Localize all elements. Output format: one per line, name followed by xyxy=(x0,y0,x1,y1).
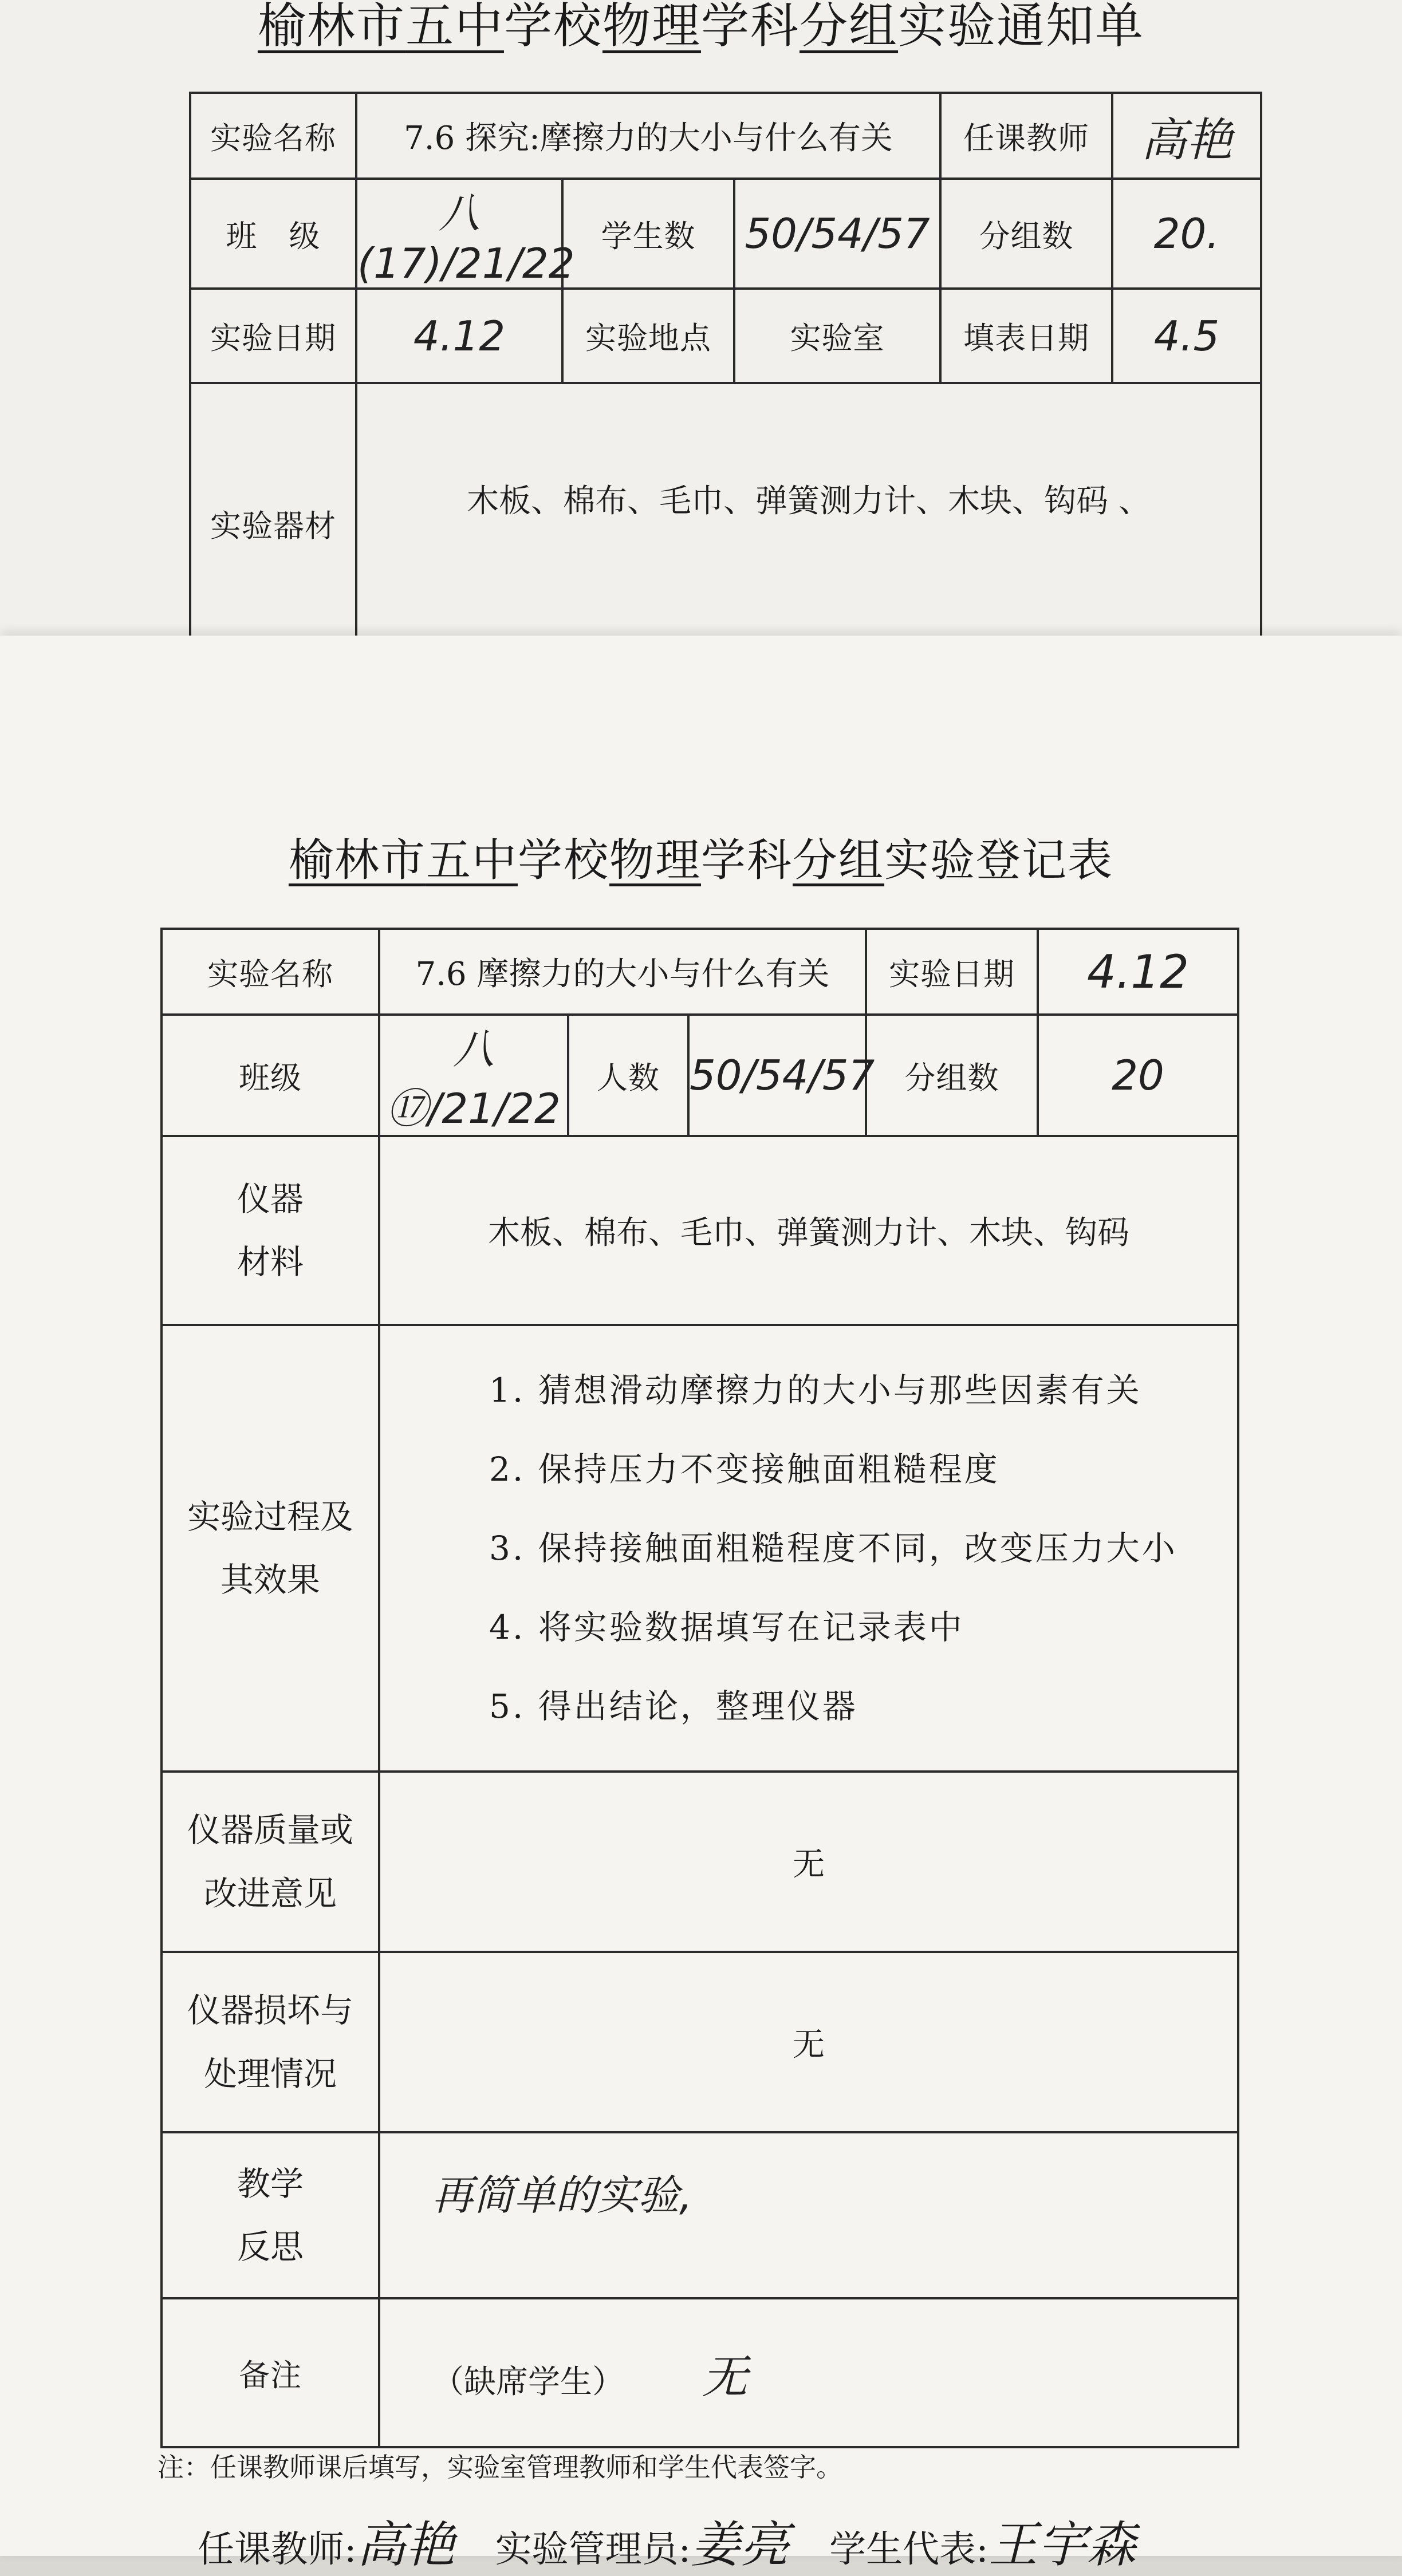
process-step: 1. 猜想滑动摩擦力的大小与那些因素有关 xyxy=(489,1371,1142,1410)
title-city: 榆林市 xyxy=(288,835,426,886)
signature-line xyxy=(198,2505,1136,2576)
notice-row-class xyxy=(190,179,1261,289)
quality-value: 无 xyxy=(379,1772,1238,1952)
notice-row-name xyxy=(190,93,1261,179)
groups-label: 分组数 xyxy=(866,1015,1038,1136)
notice-sheet xyxy=(0,0,1402,641)
date-label: 实验日期 xyxy=(190,289,356,383)
title-subject: 物理 xyxy=(609,835,701,886)
process-steps xyxy=(379,1325,1238,1772)
process-step: 5. 得出结论，整理仪器 xyxy=(489,1687,858,1726)
experiment-name-value: 7.6 摩擦力的大小与什么有关 xyxy=(379,929,866,1015)
date-label: 实验日期 xyxy=(866,929,1038,1015)
teacher-signature: 高艳 xyxy=(356,2516,455,2574)
materials-label-line1: 仪器 xyxy=(237,1179,304,1218)
process-step: 3. 保持接触面粗糙程度不同，改变压力大小 xyxy=(489,1529,1177,1568)
groups-label: 分组数 xyxy=(940,179,1112,289)
admin-signature: 姜亮 xyxy=(691,2516,790,2574)
absent-students-label: （缺席学生） xyxy=(432,2363,624,2401)
class-value: 八⑰/21/22 xyxy=(379,1015,568,1136)
materials-value: 木板、棉布、毛巾、弹簧测力计、木块、钩码 xyxy=(379,1136,1238,1325)
register-row-class xyxy=(162,1015,1238,1136)
remarks-label: 备注 xyxy=(162,2298,379,2447)
absent-students-value: 无 xyxy=(702,2350,748,2404)
title-subject-suffix: 学科 xyxy=(701,835,793,886)
groups-value: 20. xyxy=(1112,179,1261,289)
notice-row-date xyxy=(190,289,1261,383)
experiment-name-label: 实验名称 xyxy=(190,93,356,179)
title-group: 分组 xyxy=(793,835,885,886)
damage-label-line2: 处理情况 xyxy=(203,2054,337,2093)
notice-row-equipment xyxy=(190,383,1261,664)
materials-label xyxy=(162,1136,379,1325)
remarks-cell xyxy=(379,2298,1238,2447)
class-label: 班 级 xyxy=(190,179,356,289)
damage-value: 无 xyxy=(379,1952,1238,2132)
register-row-quality xyxy=(162,1772,1238,1952)
date-value: 4.12 xyxy=(356,289,562,383)
students-value: 50/54/57 xyxy=(734,179,940,289)
title-doc-type: 实验登记表 xyxy=(884,835,1114,886)
register-row-reflection xyxy=(162,2132,1238,2298)
quality-label-line2: 改进意见 xyxy=(203,1873,337,1913)
quality-label xyxy=(162,1772,379,1952)
register-row-process xyxy=(162,1325,1238,1772)
groups-value: 20 xyxy=(1038,1015,1238,1136)
register-sheet xyxy=(0,636,1402,2574)
register-title xyxy=(0,825,1402,889)
reflection-label-line1: 教学 xyxy=(237,2164,304,2203)
title-school-no: 五中 xyxy=(426,835,518,886)
title-school-no: 五中 xyxy=(405,0,504,54)
fill-date-label: 填表日期 xyxy=(940,289,1112,383)
process-label xyxy=(162,1325,379,1772)
count-label: 人数 xyxy=(568,1015,688,1136)
register-row-name xyxy=(162,929,1238,1015)
teacher-sign-label: 任课教师: xyxy=(198,2528,357,2571)
place-value: 实验室 xyxy=(734,289,940,383)
teacher-value: 高艳 xyxy=(1112,93,1261,179)
date-value: 4.12 xyxy=(1038,929,1238,1015)
reflection-label xyxy=(162,2132,379,2298)
fill-date-value: 4.5 xyxy=(1112,289,1261,383)
count-value: 50/54/57 xyxy=(688,1015,866,1136)
teacher-label: 任课教师 xyxy=(940,93,1112,179)
title-subject: 物理 xyxy=(602,0,701,54)
title-subject-suffix: 学科 xyxy=(701,0,800,54)
register-row-remarks xyxy=(162,2298,1238,2447)
class-value: 八(17)/21/22 xyxy=(356,179,562,289)
title-school: 学校 xyxy=(517,835,609,886)
reflection-label-line2: 反思 xyxy=(237,2227,304,2266)
notice-title xyxy=(0,0,1402,57)
class-label: 班级 xyxy=(162,1015,379,1136)
place-label: 实验地点 xyxy=(562,289,734,383)
experiment-name-label: 实验名称 xyxy=(162,929,379,1015)
reflection-value: 再简单的实验, xyxy=(379,2132,1238,2298)
footer-note: 注：任课教师课后填写，实验室管理教师和学生代表签字。 xyxy=(157,2452,842,2483)
materials-label-line2: 材料 xyxy=(237,1242,304,1281)
title-school: 学校 xyxy=(503,0,602,54)
register-row-materials xyxy=(162,1136,1238,1325)
student-sign-label: 学生代表: xyxy=(829,2528,989,2571)
process-label-line2: 其效果 xyxy=(220,1560,320,1599)
title-group: 分组 xyxy=(800,0,899,54)
equipment-label: 实验器材 xyxy=(190,383,356,664)
notice-table xyxy=(189,92,1262,665)
experiment-name-value: 7.6 探究:摩擦力的大小与什么有关 xyxy=(356,93,940,179)
title-doc-type: 实验通知单 xyxy=(898,0,1145,54)
process-step: 2. 保持压力不变接触面粗糙程度 xyxy=(489,1450,1000,1489)
students-label: 学生数 xyxy=(562,179,734,289)
damage-label-line1: 仪器损坏与 xyxy=(187,1991,353,2030)
admin-sign-label: 实验管理员: xyxy=(495,2528,691,2571)
quality-label-line1: 仪器质量或 xyxy=(187,1810,353,1850)
student-signature: 王宇森 xyxy=(988,2516,1136,2574)
equipment-value: 木板、棉布、毛巾、弹簧测力计、木块、钩码 、 xyxy=(356,383,1261,664)
title-city: 榆林市 xyxy=(257,0,405,54)
register-row-damage xyxy=(162,1952,1238,2132)
damage-label xyxy=(162,1952,379,2132)
register-table xyxy=(160,928,1239,2448)
process-label-line1: 实验过程及 xyxy=(187,1497,353,1536)
process-step: 4. 将实验数据填写在记录表中 xyxy=(489,1608,964,1647)
